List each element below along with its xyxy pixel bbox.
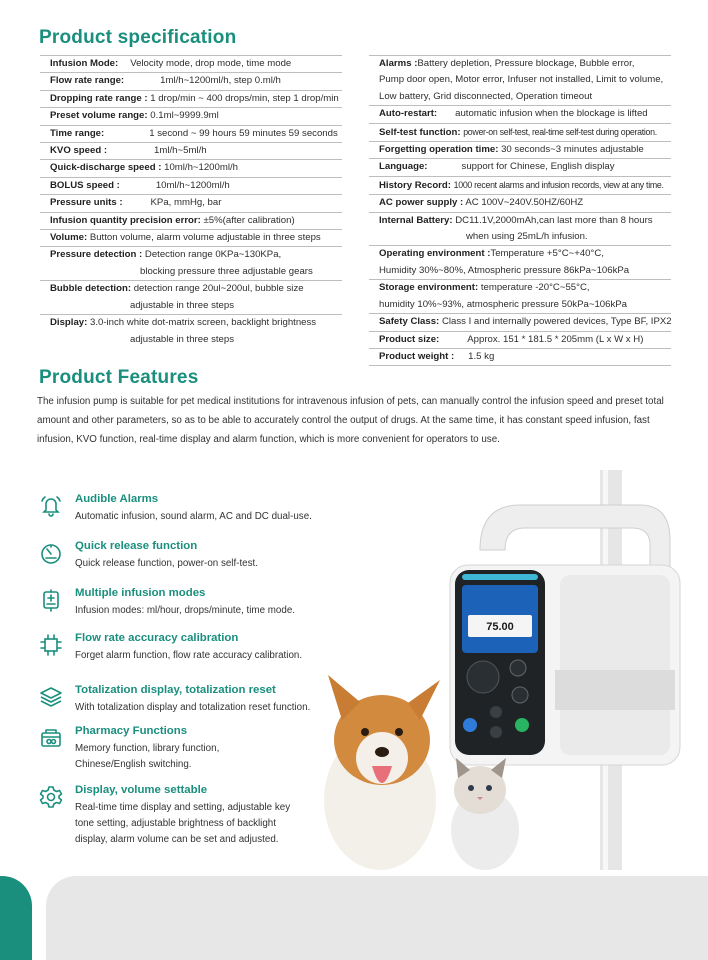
spec-value: detection range 20ul~200ul, bubble size — [133, 283, 304, 295]
spec-value: 10ml/h~1200ml/h — [164, 162, 238, 174]
spec-value: KPa, mmHg, bar — [150, 197, 222, 209]
spec-value: when using 25mL/h infusion. — [466, 231, 588, 243]
spec-label: Operating environment : — [379, 248, 491, 260]
spec-row-internal-battery — [369, 213, 671, 229]
spec-row-preset-volume — [40, 108, 342, 125]
spec-value: 1.5 kg — [468, 350, 495, 362]
spec-label: Product size: — [379, 333, 440, 345]
spec-label: Self-test function: — [379, 126, 461, 138]
feature-title: Totalization display, totalization reset — [75, 684, 276, 696]
features-section-title: Product Features — [39, 367, 199, 388]
spec-row-forgetting-time — [369, 142, 671, 159]
spec-label: Volume: — [50, 232, 88, 244]
spec-value: power-on self-test, real-time self-test during operation. — [463, 126, 657, 137]
spec-value: Temperature +5°C~+40°C, — [490, 248, 604, 260]
spec-value: ±5%(after calibration) — [203, 214, 295, 226]
spec-label: History Record: — [379, 179, 451, 191]
spec-label: Display: — [50, 317, 88, 329]
spec-section-title: Product specification — [39, 27, 237, 48]
spec-label: Internal Battery: — [379, 214, 453, 226]
spec-row-operating-env — [369, 246, 671, 262]
spec-row-operating-env-cont — [369, 263, 671, 280]
spec-value: temperature -20°C~55°C, — [480, 282, 590, 294]
spec-value: Button volume, alarm volume adjustable in three steps — [89, 232, 321, 244]
spec-value: AC 100V~240V.50HZ/60HZ — [465, 197, 584, 209]
spec-label: Product weight : — [379, 350, 455, 362]
chip-icon — [38, 632, 64, 658]
spec-value: 30 seconds~3 minutes adjustable — [501, 144, 644, 156]
pump-screen-value: 75.00 — [486, 621, 514, 633]
spec-value: 10ml/h~1200ml/h — [155, 179, 230, 191]
spec-row-flow-rate — [40, 73, 342, 90]
spec-row-ac-power — [369, 195, 671, 212]
spec-value: Approx. 151 * 181.5 * 205mm (L x W x H) — [467, 333, 644, 345]
spec-row-alarms — [369, 55, 671, 72]
features-intro: The infusion pump is suitable for pet medical institutions for intravenous infusion of pets, can manually control the infusion speed and preset total amount and other parameters, so as to be able to accurately control the output of drugs. At the same time, it has constant speed infusion, fast infusion, KVO function, real-time display and alarm function, which is more convenient for operators to use. — [37, 396, 664, 445]
spec-label: Language: — [379, 161, 428, 173]
spec-row-bolus-speed — [40, 178, 342, 195]
spec-value: 1000 recent alarms and infusion records, view at any time. — [453, 179, 664, 190]
spec-value: Low battery, Grid disconnected, Operation timeout — [379, 90, 593, 102]
settings-gear-icon — [38, 784, 64, 810]
spec-value: 1ml/h~5ml/h — [154, 145, 207, 157]
cat — [451, 758, 519, 870]
spec-label: Storage environment: — [379, 282, 479, 294]
spec-row-quick-discharge — [40, 160, 342, 177]
spec-value: Class I and internally powered devices, Type BF, IPX2 — [441, 316, 672, 328]
spec-label: Flow rate range: — [50, 75, 125, 87]
spec-row-product-weight — [369, 349, 671, 366]
corgi-dog — [324, 675, 440, 870]
feature-title: Quick release function — [75, 540, 198, 552]
spec-row-infusion-mode — [40, 55, 342, 73]
spec-label: Auto-restart: — [379, 108, 438, 120]
spec-row-display — [40, 315, 342, 331]
spec-value: DC11.1V,2000mAh,can last more than 8 hours — [455, 214, 653, 226]
spec-row-pressure-detection — [40, 247, 342, 263]
feature-title: Pharmacy Functions — [75, 725, 188, 737]
spec-row-bubble-detection — [40, 281, 342, 297]
spec-row-bubble-detection-cont — [40, 298, 342, 315]
spec-row-time-range — [40, 126, 342, 143]
spec-label: Alarms : — [379, 58, 418, 69]
bell-icon — [38, 493, 64, 519]
spec-label: Forgetting operation time: — [379, 144, 499, 156]
spec-value: 1ml/h~1200ml/h, step 0.ml/h — [160, 75, 281, 87]
spec-label: Infusion quantity precision error: — [50, 214, 201, 226]
spec-row-internal-battery-cont — [369, 229, 671, 246]
feature-desc: With totalization display and totalization reset function. — [75, 702, 311, 713]
spec-label: BOLUS speed : — [50, 179, 120, 191]
feature-desc: Real-time time display and setting, adjustable key tone setting, adjustable brightness of backlight display, alarm volume can be set and adjusted. — [75, 802, 291, 845]
spec-row-dropping-rate — [40, 91, 342, 108]
spec-value: Pump door open, Motor error, Infuser not installed, Limit to volume, — [379, 74, 664, 86]
spec-value: 1 drop/min ~ 400 drops/min, step 1 drop/min — [150, 92, 339, 104]
infusion-bag-icon — [38, 587, 64, 613]
spec-label: Quick-discharge speed : — [50, 162, 162, 174]
spec-row-alarms-cont2 — [369, 89, 671, 106]
product-photo — [320, 470, 708, 870]
spec-value: humidity 10%~93%, atmospheric pressure 50kPa~106kPa — [379, 298, 627, 310]
feature-desc: Memory function, library function, Chinese/English switching. — [75, 743, 220, 770]
spec-row-language — [369, 159, 671, 176]
spec-row-storage-env-cont — [369, 297, 671, 314]
footer-accent-band — [0, 876, 32, 960]
feature-title: Flow rate accuracy calibration — [75, 632, 239, 644]
feature-desc: Forget alarm function, flow rate accuracy calibration. — [75, 650, 303, 661]
spec-row-history — [369, 177, 671, 195]
spec-label: Pressure detection : — [50, 249, 143, 261]
spec-value: Velocity mode, drop mode, time mode — [130, 58, 292, 69]
spec-row-alarms-cont — [369, 72, 671, 88]
spec-value: 0.1ml~9999.9ml — [150, 110, 219, 122]
spec-value: Battery depletion, Pressure blockage, Bubble error, — [417, 58, 635, 69]
spec-label: Time range: — [50, 127, 105, 139]
layers-icon — [38, 684, 64, 710]
footer-grey-band — [46, 876, 708, 960]
spec-row-product-size — [369, 332, 671, 349]
spec-row-precision-error — [40, 213, 342, 230]
spec-value: 3.0-inch white dot-matrix screen, backlight brightness — [90, 317, 317, 329]
spec-row-pressure-detection-cont — [40, 264, 342, 281]
feature-desc: Infusion modes: ml/hour, drops/minute, time mode. — [75, 605, 295, 616]
medicine-box-icon — [38, 725, 64, 751]
spec-left-table — [40, 55, 342, 348]
spec-label: Dropping rate range : — [50, 92, 148, 104]
spec-label: Infusion Mode: — [50, 58, 119, 69]
spec-label: Bubble detection: — [50, 283, 132, 295]
feature-title: Multiple infusion modes — [75, 587, 206, 599]
spec-right-table — [369, 55, 671, 366]
spec-value: automatic infusion when the blockage is lifted — [455, 108, 648, 120]
gauge-icon — [38, 540, 64, 566]
spec-value: 1 second ~ 99 hours 59 minutes 59 seconds — [149, 127, 338, 139]
feature-title: Audible Alarms — [75, 493, 159, 505]
spec-value: blocking pressure three adjustable gears — [140, 265, 313, 277]
spec-row-kvo-speed — [40, 143, 342, 160]
spec-value: adjustable in three steps — [130, 299, 234, 311]
spec-value: adjustable in three steps — [130, 333, 234, 345]
spec-row-auto-restart — [369, 106, 671, 123]
spec-value: Detection range 0KPa~130KPa, — [144, 249, 282, 261]
pump-button-blue — [463, 718, 477, 732]
spec-label: Pressure units : — [50, 197, 123, 209]
spec-row-self-test — [369, 124, 671, 142]
spec-label: KVO speed : — [50, 145, 108, 157]
spec-label: Preset volume range: — [50, 110, 148, 122]
feature-desc: Automatic infusion, sound alarm, AC and DC dual-use. — [75, 511, 312, 522]
pump-button-green — [515, 718, 529, 732]
spec-row-storage-env — [369, 280, 671, 296]
feature-title: Display, volume settable — [75, 784, 208, 796]
spec-row-display-cont — [40, 332, 342, 348]
spec-value: Humidity 30%~80%, Atmospheric pressure 86kPa~106kPa — [379, 264, 630, 276]
spec-row-pressure-units — [40, 195, 342, 212]
spec-label: Safety Class: — [379, 316, 440, 328]
feature-desc: Quick release function, power-on self-test. — [75, 558, 258, 569]
spec-value: support for Chinese, English display — [461, 161, 615, 173]
pump-dpad — [467, 661, 499, 693]
spec-label: AC power supply : — [379, 197, 464, 209]
spec-row-safety-class — [369, 314, 671, 331]
spec-row-volume — [40, 230, 342, 247]
